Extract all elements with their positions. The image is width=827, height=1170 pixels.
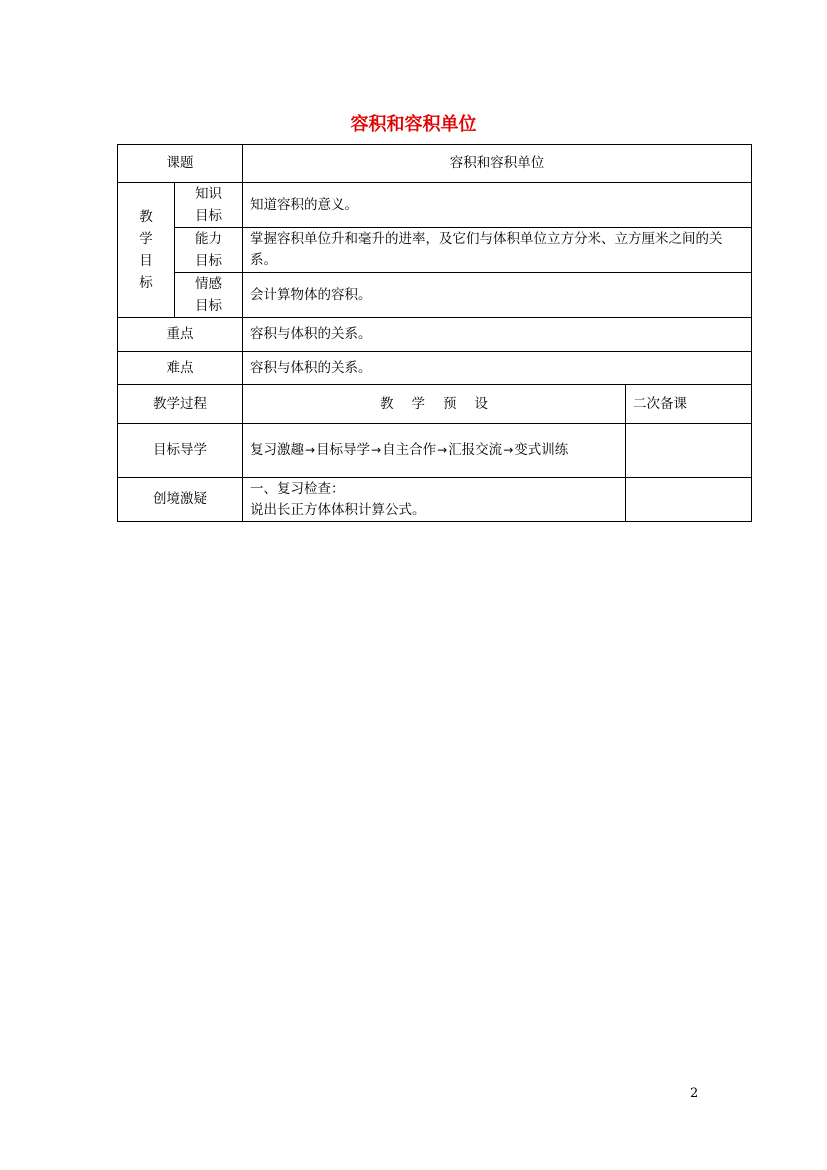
key-point-text: 容积与体积的关系。 bbox=[243, 318, 752, 352]
objectives-label-char: 教 bbox=[139, 209, 153, 225]
objective-label-line: 目标 bbox=[195, 208, 222, 224]
lesson-plan-table bbox=[117, 144, 752, 522]
guide-steps bbox=[243, 424, 626, 478]
situation-text bbox=[243, 478, 626, 522]
key-point-label: 重点 bbox=[118, 318, 243, 352]
objectives-label-char: 目 bbox=[139, 253, 153, 269]
objective-label-line: 情感 bbox=[195, 276, 222, 292]
situation-label: 创境激疑 bbox=[118, 478, 243, 522]
process-header-row bbox=[118, 385, 752, 424]
guide-step: 目标导学 bbox=[316, 442, 371, 458]
situation-line: 一、复习检查： bbox=[250, 480, 345, 497]
objectives-label-char: 学 bbox=[139, 231, 153, 247]
guide-step: 变式训练 bbox=[514, 442, 569, 458]
plan-header bbox=[243, 385, 626, 424]
plan-header-char: 预 bbox=[443, 395, 457, 412]
arrow-right-icon: → bbox=[437, 443, 448, 457]
objective-row-knowledge bbox=[118, 183, 752, 228]
objective-label-line: 目标 bbox=[195, 253, 222, 269]
guide-step: 复习激趣 bbox=[250, 442, 304, 458]
guide-label: 目标导学 bbox=[118, 424, 243, 478]
objective-label-line: 目标 bbox=[195, 298, 222, 314]
topic-row bbox=[118, 145, 752, 183]
objective-text: 知道容积的意义。 bbox=[243, 183, 752, 228]
guide-step: 自主合作 bbox=[382, 442, 437, 458]
arrow-right-icon: → bbox=[371, 443, 382, 457]
second-prep-cell bbox=[626, 478, 752, 522]
objective-label bbox=[175, 273, 243, 318]
situation-line: 说出长正方体体积计算公式。 bbox=[250, 501, 426, 518]
objective-row-ability bbox=[118, 228, 752, 273]
difficulty-text: 容积与体积的关系。 bbox=[243, 352, 752, 385]
page-number: 2 bbox=[690, 1086, 699, 1101]
topic-value: 容积和容积单位 bbox=[243, 145, 752, 183]
topic-label: 课题 bbox=[118, 145, 243, 183]
situation-row bbox=[118, 478, 752, 522]
objective-label-line: 知识 bbox=[195, 186, 222, 202]
process-label: 教学过程 bbox=[118, 385, 243, 424]
objective-row-emotion bbox=[118, 273, 752, 318]
objective-text: 会计算物体的容积。 bbox=[243, 273, 752, 318]
difficulty-row bbox=[118, 352, 752, 385]
objective-label bbox=[175, 228, 243, 273]
document-title: 容积和容积单位 bbox=[350, 114, 477, 135]
arrow-right-icon: → bbox=[503, 443, 514, 457]
second-prep-label: 二次备课 bbox=[626, 385, 752, 424]
key-point-row bbox=[118, 318, 752, 352]
objectives-label bbox=[118, 183, 175, 318]
arrow-right-icon: → bbox=[305, 443, 316, 457]
objectives-label-char: 标 bbox=[139, 275, 153, 291]
guide-row bbox=[118, 424, 752, 478]
second-prep-cell bbox=[626, 424, 752, 478]
objective-label bbox=[175, 183, 243, 228]
difficulty-label: 难点 bbox=[118, 352, 243, 385]
objective-label-line: 能力 bbox=[195, 231, 222, 247]
plan-header-char: 学 bbox=[411, 395, 425, 412]
plan-header-char: 设 bbox=[474, 395, 488, 412]
objective-text: 掌握容积单位升和毫升的进率，及它们与体积单位立方分米、立方厘米之间的关系。 bbox=[243, 228, 752, 273]
guide-step: 汇报交流 bbox=[448, 442, 503, 458]
plan-header-char: 教 bbox=[380, 395, 394, 412]
